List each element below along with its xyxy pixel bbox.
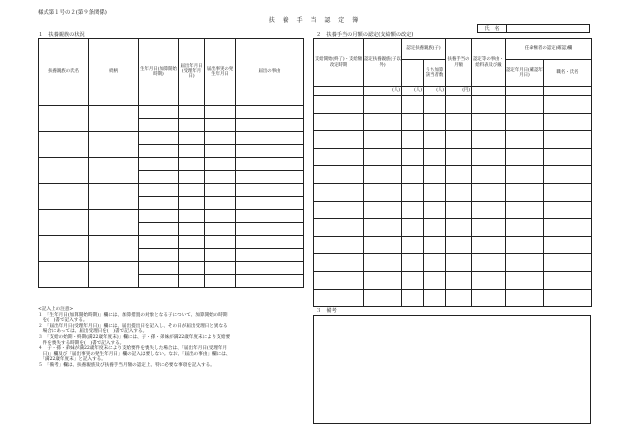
name-box bbox=[477, 24, 590, 33]
birth-date-cell[interactable] bbox=[139, 157, 179, 170]
allowance-row bbox=[314, 254, 592, 272]
relationship-cell[interactable] bbox=[89, 209, 139, 235]
relationship-cell[interactable] bbox=[89, 105, 139, 131]
name-field[interactable] bbox=[507, 25, 589, 32]
dependent-row bbox=[39, 131, 304, 144]
addition-cell[interactable] bbox=[424, 271, 446, 289]
approver-cell[interactable] bbox=[544, 236, 592, 254]
dependents-cell[interactable] bbox=[364, 96, 402, 114]
dependent-row bbox=[39, 157, 304, 170]
dependent-subcell[interactable] bbox=[236, 248, 304, 261]
addition-cell[interactable] bbox=[424, 148, 446, 166]
birth-date-cell[interactable] bbox=[139, 209, 179, 222]
dependent-name-cell[interactable] bbox=[39, 105, 89, 131]
occurrence-date-cell[interactable] bbox=[205, 131, 236, 144]
allowance-row bbox=[314, 219, 592, 237]
note-line: 場合にあっては、届出受理日を( )書で記入する。 bbox=[38, 329, 148, 335]
name-label: 氏 名 bbox=[478, 25, 507, 32]
col-children-addition: うち加算該当者数 bbox=[424, 60, 446, 87]
start-date-cell[interactable] bbox=[314, 254, 364, 272]
col-filing-date: 届出年月日(受理年月日) bbox=[179, 39, 205, 106]
reason-cell[interactable] bbox=[472, 271, 506, 289]
allowance-row bbox=[314, 131, 592, 149]
occurrence-date-cell[interactable] bbox=[205, 183, 236, 196]
dependent-row bbox=[39, 261, 304, 274]
reason-cell[interactable] bbox=[472, 166, 506, 184]
dependents-cell[interactable] bbox=[364, 148, 402, 166]
start-date-cell[interactable] bbox=[314, 289, 364, 307]
children-cell[interactable] bbox=[402, 271, 424, 289]
birth-date-cell[interactable] bbox=[139, 261, 179, 274]
relationship-cell[interactable] bbox=[89, 183, 139, 209]
unit-monthly-amount: (円) bbox=[446, 87, 472, 96]
approval-date-cell[interactable] bbox=[506, 254, 544, 272]
col-filing-reason: 届出の事由 bbox=[236, 39, 304, 106]
children-cell[interactable] bbox=[402, 201, 424, 219]
relationship-cell[interactable] bbox=[89, 157, 139, 183]
amount-cell[interactable] bbox=[446, 271, 472, 289]
amount-cell[interactable] bbox=[446, 148, 472, 166]
allowance-row bbox=[314, 236, 592, 254]
reason-cell[interactable] bbox=[472, 254, 506, 272]
dependent-name-cell[interactable] bbox=[39, 131, 89, 157]
relationship-cell[interactable] bbox=[89, 131, 139, 157]
note-line: ４ 子・孫・弟妹が満22歳年度末により支給要件を喪失した場合は、「届出年月日(受理年月 bbox=[38, 346, 228, 352]
approver-cell[interactable] bbox=[544, 113, 592, 131]
filing-date-cell[interactable] bbox=[179, 157, 205, 170]
allowance-row bbox=[314, 148, 592, 166]
dependents-cell[interactable] bbox=[364, 113, 402, 131]
amount-cell[interactable] bbox=[446, 236, 472, 254]
start-date-cell[interactable] bbox=[314, 166, 364, 184]
dependents-cell[interactable] bbox=[364, 289, 402, 307]
approver-cell[interactable] bbox=[544, 219, 592, 237]
birth-date-cell[interactable] bbox=[139, 105, 179, 118]
children-cell[interactable] bbox=[402, 183, 424, 201]
dependent-subcell[interactable] bbox=[179, 118, 205, 131]
approval-date-cell[interactable] bbox=[506, 201, 544, 219]
dependent-subcell[interactable] bbox=[205, 196, 236, 209]
allowance-row bbox=[314, 183, 592, 201]
dependents-cell[interactable] bbox=[364, 131, 402, 149]
occurrence-date-cell[interactable] bbox=[205, 235, 236, 248]
dependent-row bbox=[39, 183, 304, 196]
children-cell[interactable] bbox=[402, 219, 424, 237]
dependent-subcell[interactable] bbox=[205, 118, 236, 131]
birth-date-cell[interactable] bbox=[139, 235, 179, 248]
approval-date-cell[interactable] bbox=[506, 148, 544, 166]
allowance-row bbox=[314, 113, 592, 131]
approval-date-cell[interactable] bbox=[506, 113, 544, 131]
approver-cell[interactable] bbox=[544, 131, 592, 149]
dependent-subcell[interactable] bbox=[205, 170, 236, 183]
dependent-subcell[interactable] bbox=[139, 248, 179, 261]
dependent-subcell[interactable] bbox=[236, 274, 304, 287]
filing-date-cell[interactable] bbox=[179, 209, 205, 222]
filing-date-cell[interactable] bbox=[179, 235, 205, 248]
amount-cell[interactable] bbox=[446, 183, 472, 201]
dependent-subcell[interactable] bbox=[139, 118, 179, 131]
children-cell[interactable] bbox=[402, 236, 424, 254]
approver-cell[interactable] bbox=[544, 166, 592, 184]
dependent-name-cell[interactable] bbox=[39, 209, 89, 235]
start-date-cell[interactable] bbox=[314, 148, 364, 166]
section1-heading: １ 扶養親族の状況 bbox=[38, 32, 85, 38]
start-date-cell[interactable] bbox=[314, 113, 364, 131]
addition-cell[interactable] bbox=[424, 131, 446, 149]
note-line: ３ 「支給の始期・終期(満22歳年度末)」欄には、子・孫・弟妹が満22歳年度末により支給要 bbox=[38, 334, 231, 340]
notes-heading: <記入上の注意> bbox=[38, 307, 74, 312]
reason-cell[interactable] bbox=[472, 183, 506, 201]
dependent-name-cell[interactable] bbox=[39, 235, 89, 261]
dependent-subcell[interactable] bbox=[139, 196, 179, 209]
start-date-cell[interactable] bbox=[314, 96, 364, 114]
dependents-cell[interactable] bbox=[364, 271, 402, 289]
filing-reason-cell[interactable] bbox=[236, 209, 304, 222]
dependent-subcell[interactable] bbox=[179, 222, 205, 235]
approval-date-cell[interactable] bbox=[506, 271, 544, 289]
dependents-cell[interactable] bbox=[364, 219, 402, 237]
col-approver-group: 任命権者の認定(確認)欄 bbox=[506, 39, 592, 60]
dependent-name-cell[interactable] bbox=[39, 261, 89, 287]
dependent-subcell[interactable] bbox=[205, 222, 236, 235]
filing-date-cell[interactable] bbox=[179, 183, 205, 196]
dependent-subcell[interactable] bbox=[205, 274, 236, 287]
dependent-subcell[interactable] bbox=[179, 170, 205, 183]
approver-cell[interactable] bbox=[544, 289, 592, 307]
addition-cell[interactable] bbox=[424, 219, 446, 237]
allowance-row bbox=[314, 289, 592, 307]
reason-cell[interactable] bbox=[472, 113, 506, 131]
col-occurrence-date: 届出事実の発生年月日 bbox=[205, 39, 236, 106]
addition-cell[interactable] bbox=[424, 183, 446, 201]
approval-date-cell[interactable] bbox=[506, 183, 544, 201]
reason-cell[interactable] bbox=[472, 289, 506, 307]
addition-cell[interactable] bbox=[424, 201, 446, 219]
dependent-subcell[interactable] bbox=[236, 222, 304, 235]
children-cell[interactable] bbox=[402, 148, 424, 166]
note-line: 日)」欄及び「届出事実の発生年月日」欄の記入は要しない。なお、「届出の事由」欄には、 bbox=[38, 351, 231, 357]
dependents-cell[interactable] bbox=[364, 254, 402, 272]
filing-date-cell[interactable] bbox=[179, 261, 205, 274]
dependent-subcell[interactable] bbox=[139, 222, 179, 235]
note-line: 件を喪失する時期を( )書で記入する。 bbox=[38, 340, 125, 346]
addition-cell[interactable] bbox=[424, 289, 446, 307]
amount-cell[interactable] bbox=[446, 166, 472, 184]
approver-cell[interactable] bbox=[544, 254, 592, 272]
col-dependents: 認定扶養親族(子以外) bbox=[364, 39, 402, 87]
addition-cell[interactable] bbox=[424, 166, 446, 184]
col-reason: 認定等の事由・給料表及び級 bbox=[472, 39, 506, 87]
approval-date-cell[interactable] bbox=[506, 96, 544, 114]
occurrence-date-cell[interactable] bbox=[205, 157, 236, 170]
approval-date-cell[interactable] bbox=[506, 131, 544, 149]
dependent-subcell[interactable] bbox=[139, 274, 179, 287]
approval-date-cell[interactable] bbox=[506, 219, 544, 237]
dependent-subcell[interactable] bbox=[139, 144, 179, 157]
children-cell[interactable] bbox=[402, 131, 424, 149]
relationship-cell[interactable] bbox=[89, 235, 139, 261]
reason-cell[interactable] bbox=[472, 201, 506, 219]
dependent-subcell[interactable] bbox=[236, 144, 304, 157]
filing-reason-cell[interactable] bbox=[236, 157, 304, 170]
dependents-cell[interactable] bbox=[364, 183, 402, 201]
amount-cell[interactable] bbox=[446, 96, 472, 114]
col-monthly-amount: 扶養手当の月額 bbox=[446, 39, 472, 87]
allowance-row bbox=[314, 166, 592, 184]
col-birth-date: 生年月日(加算開始時期) bbox=[139, 39, 179, 106]
occurrence-date-cell[interactable] bbox=[205, 209, 236, 222]
filing-reason-cell[interactable] bbox=[236, 131, 304, 144]
dependent-subcell[interactable] bbox=[179, 196, 205, 209]
occurrence-date-cell[interactable] bbox=[205, 105, 236, 118]
dependent-subcell[interactable] bbox=[236, 196, 304, 209]
dependent-row bbox=[39, 105, 304, 118]
children-cell[interactable] bbox=[402, 96, 424, 114]
filing-reason-cell[interactable] bbox=[236, 183, 304, 196]
notes bbox=[38, 307, 306, 369]
approver-cell[interactable] bbox=[544, 183, 592, 201]
dependents-cell[interactable] bbox=[364, 201, 402, 219]
filing-date-cell[interactable] bbox=[179, 105, 205, 118]
approver-cell[interactable] bbox=[544, 271, 592, 289]
dependent-subcell[interactable] bbox=[179, 274, 205, 287]
birth-date-cell[interactable] bbox=[139, 183, 179, 196]
reason-cell[interactable] bbox=[472, 131, 506, 149]
dependents-table bbox=[38, 38, 304, 288]
children-cell[interactable] bbox=[402, 254, 424, 272]
document-title: 扶 養 手 当 認 定 簿 bbox=[268, 17, 362, 24]
remarks-field[interactable] bbox=[313, 315, 591, 424]
allowance-table bbox=[313, 38, 592, 307]
addition-cell[interactable] bbox=[424, 254, 446, 272]
col-approver-title: 職名・氏名 bbox=[544, 60, 592, 87]
dependent-subcell[interactable] bbox=[205, 144, 236, 157]
addition-cell[interactable] bbox=[424, 96, 446, 114]
reason-cell[interactable] bbox=[472, 96, 506, 114]
start-date-cell[interactable] bbox=[314, 131, 364, 149]
dependent-name-cell[interactable] bbox=[39, 157, 89, 183]
relationship-cell[interactable] bbox=[89, 261, 139, 287]
approval-date-cell[interactable] bbox=[506, 166, 544, 184]
occurrence-date-cell[interactable] bbox=[205, 261, 236, 274]
dependent-subcell[interactable] bbox=[179, 144, 205, 157]
dependent-row bbox=[39, 209, 304, 222]
form-number: 様式第１号の２(第９条関係) bbox=[38, 10, 107, 16]
dependents-cell[interactable] bbox=[364, 166, 402, 184]
dependent-name-cell[interactable] bbox=[39, 183, 89, 209]
unit-children-addition: (人) bbox=[424, 87, 446, 96]
addition-cell[interactable] bbox=[424, 236, 446, 254]
note-line: を( )書で記入する。 bbox=[38, 318, 88, 324]
dependent-subcell[interactable] bbox=[139, 170, 179, 183]
dependent-subcell[interactable] bbox=[179, 248, 205, 261]
approver-cell[interactable] bbox=[544, 96, 592, 114]
amount-cell[interactable] bbox=[446, 113, 472, 131]
amount-cell[interactable] bbox=[446, 201, 472, 219]
allowance-row bbox=[314, 271, 592, 289]
reason-cell[interactable] bbox=[472, 219, 506, 237]
dependent-row bbox=[39, 235, 304, 248]
allowance-row bbox=[314, 201, 592, 219]
dependents-cell[interactable] bbox=[364, 236, 402, 254]
amount-cell[interactable] bbox=[446, 289, 472, 307]
filing-reason-cell[interactable] bbox=[236, 261, 304, 274]
col-children-group: 認定扶養親族(子) bbox=[402, 39, 446, 60]
start-date-cell[interactable] bbox=[314, 271, 364, 289]
start-date-cell[interactable] bbox=[314, 219, 364, 237]
filing-reason-cell[interactable] bbox=[236, 235, 304, 248]
unit-dependents: (人) bbox=[364, 87, 402, 96]
dependent-subcell[interactable] bbox=[205, 248, 236, 261]
reason-cell[interactable] bbox=[472, 236, 506, 254]
note-line: ２ 「届出年月日(受理年月日)」欄には、届出提出日を記入し、その日が届出受理日と異なる bbox=[38, 323, 228, 329]
approval-date-cell[interactable] bbox=[506, 236, 544, 254]
amount-cell[interactable] bbox=[446, 219, 472, 237]
section2-heading: ２ 扶養手当の月額の認定(支給額の改定) bbox=[316, 32, 414, 38]
birth-date-cell[interactable] bbox=[139, 131, 179, 144]
approver-cell[interactable] bbox=[544, 201, 592, 219]
note-line: １ 「生年月日(加算開始時期)」欄には、加算措置の対象となる子について、加算開始の時期 bbox=[38, 312, 228, 318]
amount-cell[interactable] bbox=[446, 131, 472, 149]
note-line: 「満22歳年度末」と記入する。 bbox=[38, 357, 106, 363]
approval-date-cell[interactable] bbox=[506, 289, 544, 307]
filing-date-cell[interactable] bbox=[179, 131, 205, 144]
start-date-cell[interactable] bbox=[314, 236, 364, 254]
col-approval-date: 認定年月日(確認年月日) bbox=[506, 60, 544, 87]
children-cell[interactable] bbox=[402, 113, 424, 131]
col-relationship: 続柄 bbox=[89, 39, 139, 106]
note-line: ５ 「備考」欄は、扶養親族及び扶養手当月額の認定上、特に必要な事項を記入する。 bbox=[38, 362, 215, 368]
amount-cell[interactable] bbox=[446, 254, 472, 272]
col-start-date: 支給開始(終了)・支給額改定時期 bbox=[314, 39, 364, 87]
col-dependent-name: 扶養親族の氏名 bbox=[39, 39, 89, 106]
children-cell[interactable] bbox=[402, 289, 424, 307]
unit-children: (人) bbox=[402, 87, 424, 96]
dependent-subcell[interactable] bbox=[236, 170, 304, 183]
addition-cell[interactable] bbox=[424, 113, 446, 131]
approver-cell[interactable] bbox=[544, 148, 592, 166]
filing-reason-cell[interactable] bbox=[236, 105, 304, 118]
start-date-cell[interactable] bbox=[314, 183, 364, 201]
children-cell[interactable] bbox=[402, 166, 424, 184]
dependent-subcell[interactable] bbox=[236, 118, 304, 131]
remarks-heading: ３ 備考 bbox=[316, 308, 337, 314]
allowance-row bbox=[314, 96, 592, 114]
start-date-cell[interactable] bbox=[314, 201, 364, 219]
reason-cell[interactable] bbox=[472, 148, 506, 166]
